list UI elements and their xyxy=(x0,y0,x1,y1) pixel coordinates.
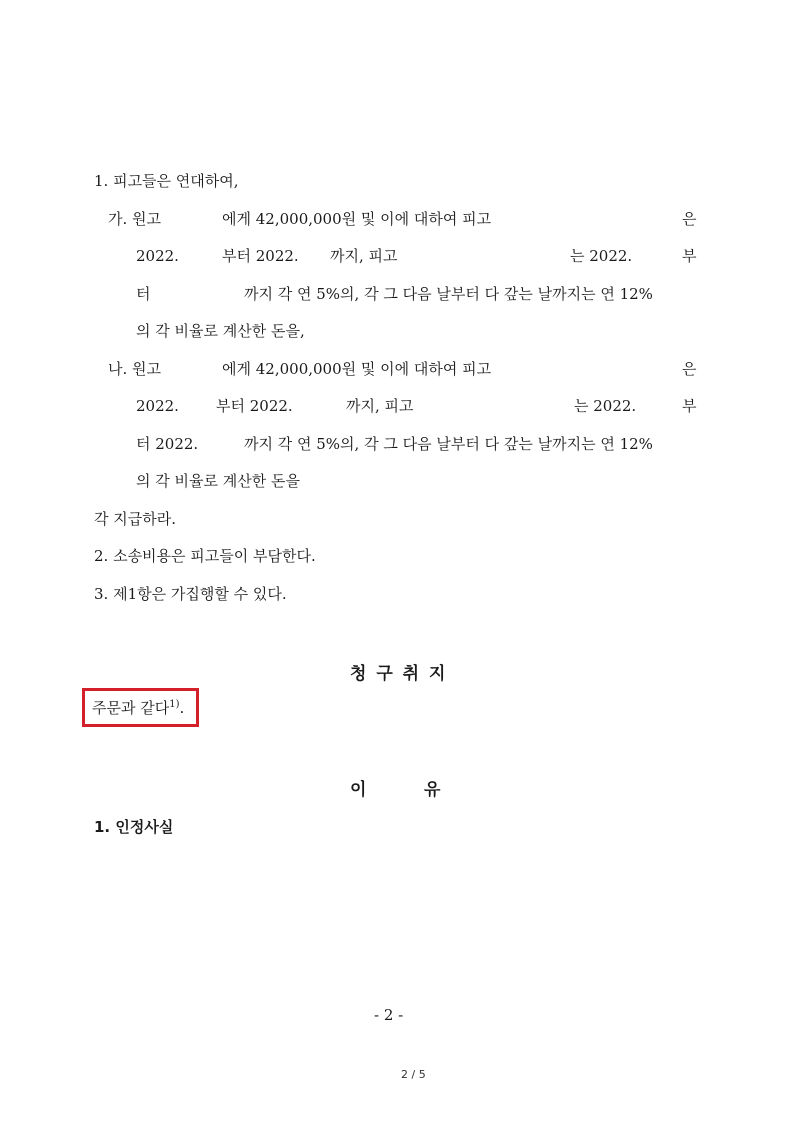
item-na-line3-b: 까지 각 연 5%의, 각 그 다음 날부터 다 갚는 날까지는 연 12% xyxy=(244,435,653,453)
item-na-line3-a: 터 2022. xyxy=(136,435,199,453)
item-ga-line3-b: 까지 각 연 5%의, 각 그 다음 날부터 다 갚는 날까지는 연 12% xyxy=(244,285,653,303)
item-ga-line2-e: 부 xyxy=(682,247,697,265)
item-na-text-2: 은 xyxy=(682,360,697,378)
item-na-line2-a: 2022. xyxy=(136,397,179,415)
item-na-line2-c: 까지, 피고 xyxy=(346,397,414,415)
item-ga-label: 가. 원고 xyxy=(108,210,162,228)
item-ga-line2-c: 까지, 피고 xyxy=(330,247,398,265)
claim-text-main: 주문과 같다 xyxy=(92,699,170,717)
item-ga-line4: 의 각 비율로 계산한 돈을, xyxy=(136,322,305,340)
subsection-facts: 1. 인정사실 xyxy=(94,818,174,836)
item-ga-text-2: 은 xyxy=(682,210,697,228)
reason-heading-b: 유 xyxy=(424,780,441,800)
item-1-title: 1. 피고들은 연대하여, xyxy=(94,172,239,190)
item-ga-text-1: 에게 42,000,000원 및 이에 대하여 피고 xyxy=(222,210,492,228)
pay-order: 각 지급하라. xyxy=(94,510,176,528)
item-na-line2-d: 는 2022. xyxy=(574,397,637,415)
footnote-mark[interactable]: 1) xyxy=(169,699,180,710)
claim-text xyxy=(92,699,184,717)
item-3: 3. 제1항은 가집행할 수 있다. xyxy=(94,585,287,603)
claim-text-end: . xyxy=(179,699,185,717)
page-count: 2 / 5 xyxy=(401,1068,426,1081)
item-ga-line3-a: 터 xyxy=(136,285,151,303)
item-ga-line2-b: 부터 2022. xyxy=(222,247,299,265)
item-ga-line2-a: 2022. xyxy=(136,247,179,265)
claim-heading: 청 구 취 지 xyxy=(350,664,448,684)
item-na-line2-e: 부 xyxy=(682,397,697,415)
item-na-line4: 의 각 비율로 계산한 돈을 xyxy=(136,472,300,490)
item-na-label: 나. 원고 xyxy=(108,360,162,378)
item-ga-line2-d: 는 2022. xyxy=(570,247,633,265)
item-na-line2-b: 부터 2022. xyxy=(216,397,293,415)
item-2: 2. 소송비용은 피고들이 부담한다. xyxy=(94,547,316,565)
page-number: - 2 - xyxy=(374,1006,404,1024)
reason-heading-a: 이 xyxy=(350,780,367,800)
item-na-text-1: 에게 42,000,000원 및 이에 대하여 피고 xyxy=(222,360,492,378)
